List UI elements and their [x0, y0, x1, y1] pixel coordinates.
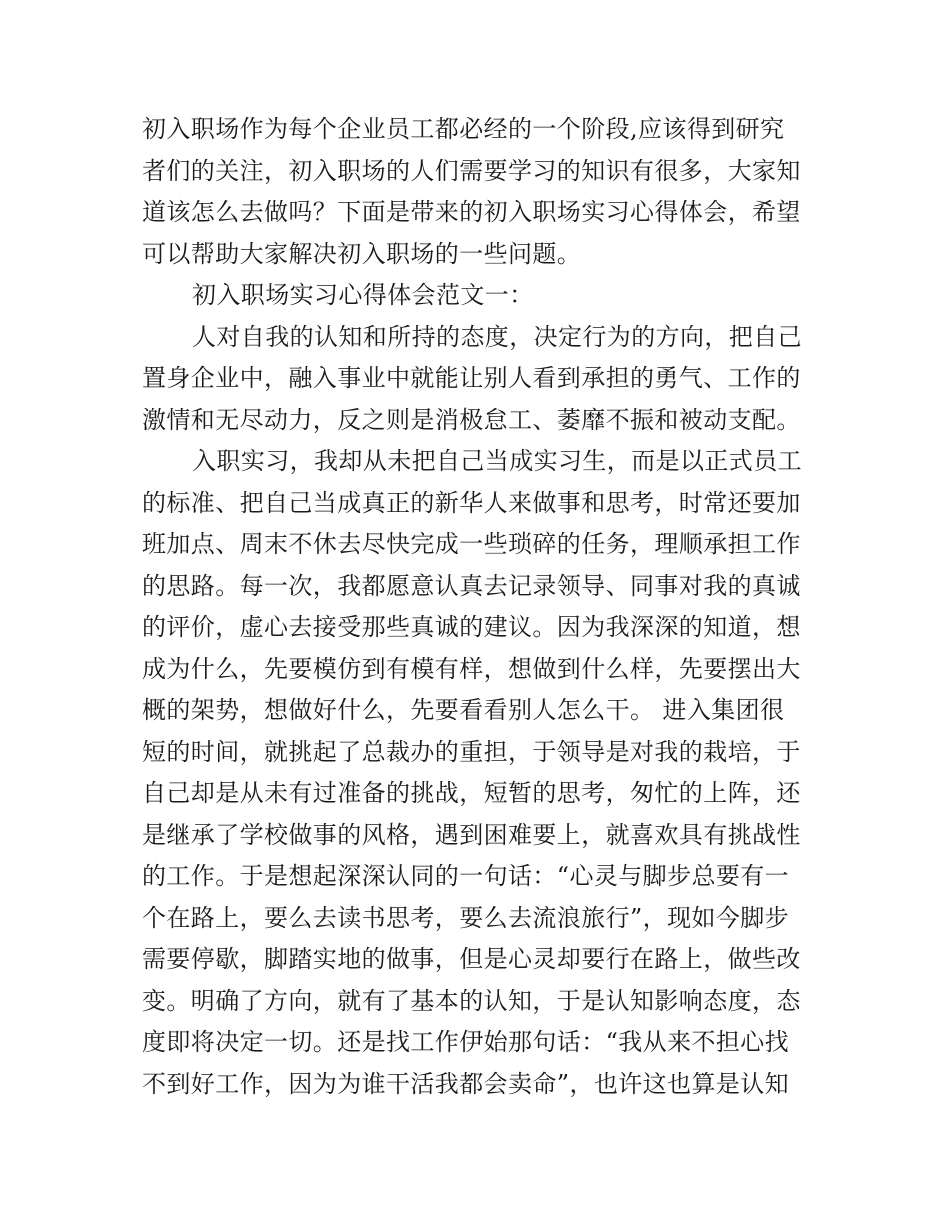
text-line: 人对自我的认知和所持的态度，决定行为的方向，把自己	[192, 322, 802, 351]
text-line: 道该怎么去做吗？下面是带来的初入职场实习心得体会，希望	[142, 198, 801, 226]
section-heading-paragraph	[142, 275, 810, 317]
text-line: 的标准、把自己当成真正的新华人来做事和思考，时常还要加	[142, 488, 801, 517]
text-line: 概的架势，想做好什么，先要看看别人怎么干。 进入集团很	[142, 696, 785, 724]
text-line: 短的时间，就挑起了总裁办的重担，于领导是对我的栽培，于	[142, 737, 801, 766]
text-line: 自己却是从未有过准备的挑战，短暂的思考，匆忙的上阵，还	[142, 779, 801, 807]
paragraph-one	[142, 317, 810, 442]
text-line: 置身企业中，融入事业中就能让别人看到承担的勇气、工作的	[142, 364, 801, 392]
intro-paragraph	[142, 109, 810, 275]
text-line: 可以帮助大家解决初入职场的一些问题。	[142, 239, 582, 268]
text-line: 初入职场作为每个企业员工都必经的一个阶段,应该得到研究	[142, 115, 785, 143]
text-line: 的思路。每一次，我都愿意认真去记录领导、同事对我的真诚	[142, 571, 801, 600]
text-line: 个在路上，要么去读书思考，要么去流浪旅行”，现如今脚步	[142, 903, 790, 932]
text-line: 成为什么，先要模仿到有模有样，想做到什么样，先要摆出大	[142, 654, 801, 683]
paragraph-two	[142, 441, 810, 1105]
text-line: 者们的关注，初入职场的人们需要学习的知识有很多，大家知	[142, 156, 801, 185]
text-line: 的评价，虚心去接受那些真诚的建议。因为我深深的知道，想	[142, 613, 801, 641]
text-line: 的工作。于是想起深深认同的一句话：“心灵与脚步总要有一	[142, 862, 790, 890]
section-heading: 初入职场实习心得体会范文一：	[192, 281, 534, 309]
text-line: 需要停歇，脚踏实地的做事，但是心灵却要行在路上，做些改	[142, 945, 801, 973]
document-body	[142, 109, 810, 1105]
text-line: 变。明确了方向，就有了基本的认知，于是认知影响态度，态	[142, 986, 801, 1015]
text-line: 入职实习，我却从未把自己当成实习生，而是以正式员工	[192, 447, 802, 475]
text-line: 是继承了学校做事的风格，遇到困难要上，就喜欢具有挑战性	[142, 820, 801, 849]
text-line: 班加点、周末不休去尽快完成一些琐碎的任务，理顺承担工作	[142, 530, 801, 558]
text-line: 激情和无尽动力，反之则是消极怠工、萎靡不振和被动支配。	[142, 405, 801, 434]
text-line: 不到好工作，因为为谁干活我都会卖命”，也许这也算是认知	[142, 1069, 790, 1098]
text-line: 度即将决定一切。还是找工作伊始那句话：“我从来不担心找	[142, 1028, 790, 1056]
